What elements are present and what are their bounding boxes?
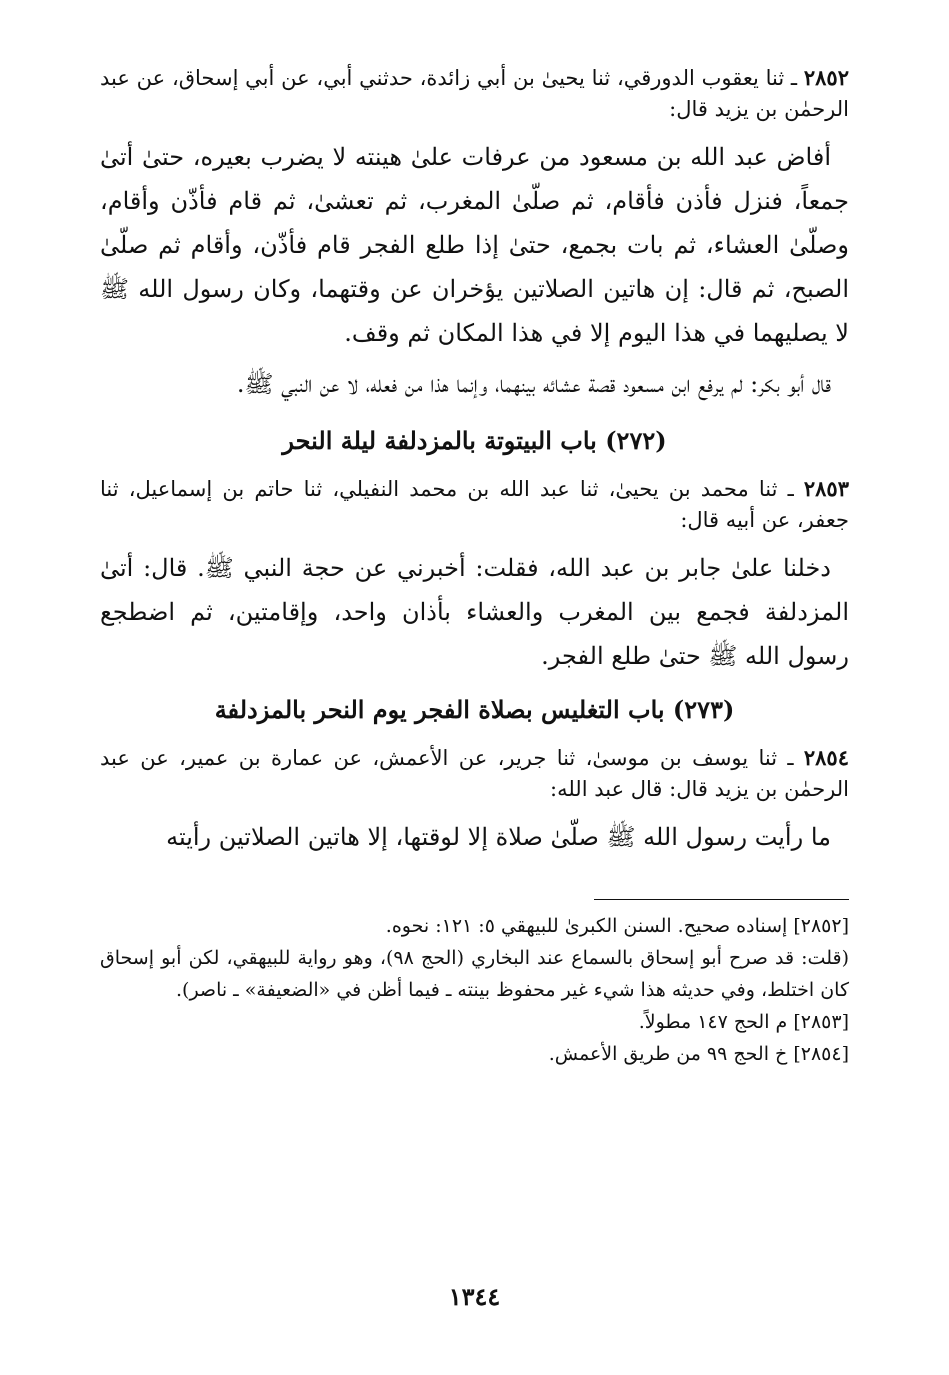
isnad-text: ـ ثنا يوسف بن موسىٰ، ثنا جرير، عن الأعمش، عن عمارة بن عمير، عن عبد الرحمٰن بن يزيد قال: قال عبد الله: (100, 746, 849, 801)
hadith-number: ٢٨٥٤ (803, 745, 849, 770)
hadith-isnad-2853 (100, 473, 849, 536)
footnote-2852-note: (قلت: قد صرح أبو إسحاق بالسماع عند البخاري (الحج ٩٨)، وهو رواية للبيهقي، لكن أبو إسحاق كان اختلط، وفي حديثه هذا شيء غير محفوظ بينته ـ فيما أظن في «الضعيفة» ـ ناصر). (100, 947, 849, 1001)
hadith-matn-2853: دخلنا علىٰ جابر بن عبد الله، فقلت: أخبرني عن حجة النبي ﷺ. قال: أتىٰ المزدلفة فجمع بين المغرب والعشاء بأذان واحد، وإقامتين، ثم اضطجع رسول الله ﷺ حتىٰ طلع الفجر. (100, 554, 849, 670)
hadith-matn-2852: أفاض عبد الله بن مسعود من عرفات علىٰ هينته لا يضرب بعيره، حتىٰ أتىٰ جمعاً، فنزل فأذن فأقام، ثم صلّىٰ المغرب، ثم تعشىٰ، ثم قام فأذّن وأقام، وصلّىٰ العشاء، ثم بات بجمع، حتىٰ إذا طلع الفجر قام فأذّن، وأقام ثم صلّىٰ الصبح، ثم قال: إن هاتين الصلاتين يؤخران عن وقتهما، وكان رسول الله ﷺ لا يصليهما في هذا اليوم إلا في هذا المكان ثم وقف. (100, 143, 849, 347)
hadith-number: ٢٨٥٣ (803, 476, 849, 501)
isnad-text: ـ ثنا محمد بن يحيىٰ، ثنا عبد الله بن محمد النفيلي، ثنا حاتم بن إسماعيل، ثنا جعفر، عن أبيه قال: (100, 477, 849, 532)
footnote-separator (594, 899, 849, 900)
isnad-text: ـ ثنا يعقوب الدورقي، ثنا يحيىٰ بن أبي زائدة، حدثني أبي، عن أبي إسحاق، عن عبد الرحمٰن بن يزيد قال: (100, 66, 849, 121)
footnote-2854: [٢٨٥٤] خ الحج ٩٩ من طريق الأعمش. (548, 1043, 849, 1065)
footnote-2853: [٢٨٥٣] م الحج ١٤٧ مطولاً. (638, 1011, 849, 1033)
hadith-isnad-2854 (100, 742, 849, 805)
hadith-isnad-2852 (100, 62, 849, 125)
hadith-number: ٢٨٥٢ (803, 65, 849, 90)
footnote-2852: [٢٨٥٢] إسناده صحيح. السنن الكبرىٰ للبيهقي ٥: ١٢١: نحوه. (385, 915, 849, 937)
footnotes (100, 910, 849, 1070)
author-comment: قال أبو بكر: لم يرفع ابن مسعود قصة عشائه بينهما، وإنما هذا من فعله، لا عن النبي ﷺ. (236, 370, 831, 398)
page-number: ١٣٤٤ (448, 1282, 501, 1311)
chapter-heading-273: (٢٧٣) باب التغليس بصلاة الفجر يوم النحر بالمزدلفة (214, 695, 735, 724)
hadith-matn-2854: ما رأيت رسول الله ﷺ صلّىٰ صلاة إلا لوقتها، إلا هاتين الصلاتين رأيته (166, 823, 831, 851)
chapter-heading-272: (٢٧٢) باب البيتوتة بالمزدلفة ليلة النحر (282, 426, 667, 455)
